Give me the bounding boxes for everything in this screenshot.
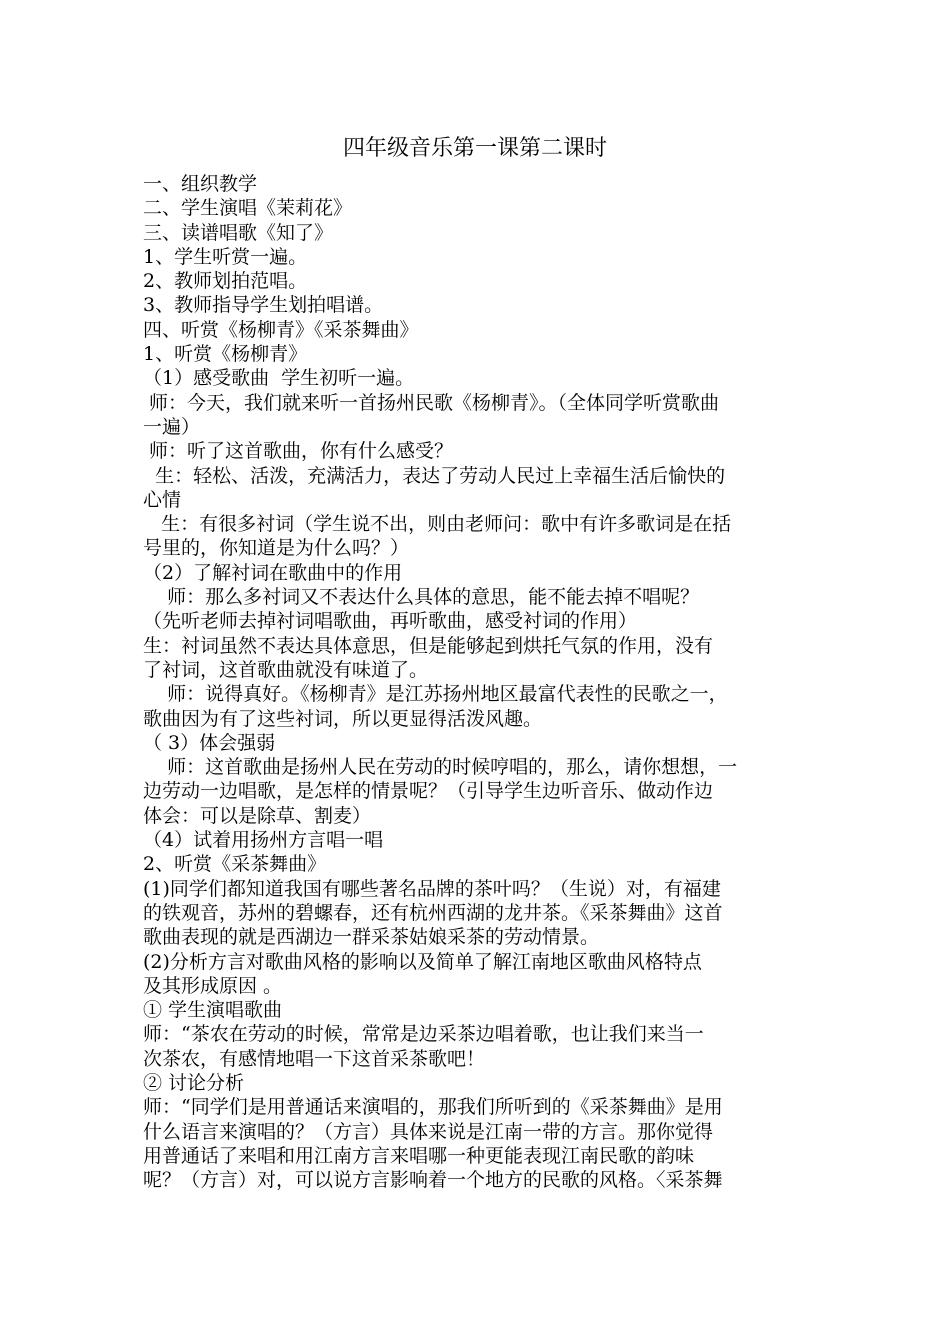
text-line: 号里的，你知道是为什么吗？） — [143, 537, 410, 560]
text-line: 2、听赏《采茶舞曲》 — [143, 853, 327, 876]
text-line: 生：衬词虽然不表达具体意思，但是能够起到烘托气氛的作用，没有 — [143, 634, 714, 657]
text-line: （1）感受歌曲 学生初听一遍。 — [143, 367, 415, 390]
text-line: 什么语言来演唱的？（方言）具体来说是江南一带的方言。那你觉得 — [143, 1120, 714, 1143]
text-line: 师：今天，我们就来听一首扬州民歌《杨柳青》。（全体同学听赏歌曲 — [143, 391, 720, 414]
text-line: （先听老师去掉衬词唱歌曲，再听歌曲，感受衬词的作用） — [143, 610, 638, 633]
text-line: 师：这首歌曲是扬州人民在劳动的时候哼唱的，那么，请你想想，一 — [143, 756, 738, 779]
text-line: 心情 — [143, 488, 182, 511]
text-line: 二、学生演唱《茉莉花》 — [143, 197, 353, 220]
text-line: 用普通话了来唱和用江南方言来唱哪一种更能表现江南民歌的韵味 — [143, 1144, 695, 1167]
text-line: 师：那么多衬词又不表达什么具体的意思，能不能去掉不唱呢？ — [143, 586, 700, 609]
text-line: 次茶农，有感情地唱一下这首采茶歌吧！ — [143, 1047, 486, 1070]
text-line: 了衬词，这首歌曲就没有味道了。 — [143, 658, 429, 681]
text-line: 2、教师划拍范唱。 — [143, 270, 308, 293]
text-line: 的铁观音，苏州的碧螺春，还有杭州西湖的龙井茶。《采茶舞曲》这首 — [143, 901, 723, 924]
text-line: 三、读谱唱歌《知了》 — [143, 221, 334, 244]
text-line: 及其形成原因 。 — [143, 974, 283, 997]
text-line: (2)分析方言对歌曲风格的影响以及简单了解江南地区歌曲风格特点 — [143, 950, 702, 973]
text-line: 师：“茶农在劳动的时候，常常是边采茶边唱着歌，也让我们来当一 — [143, 1023, 704, 1046]
text-line: （2）了解衬词在歌曲中的作用 — [143, 561, 403, 584]
text-line: ① 学生演唱歌曲 — [143, 999, 283, 1022]
text-line: （4）试着用扬州方言唱一唱 — [143, 829, 384, 852]
text-line: 师：说得真好。《杨柳青》是江苏扬州地区最富代表性的民歌之一， — [143, 683, 728, 706]
text-line: 一、组织教学 — [143, 173, 258, 195]
text-line: 生：有很多衬词（学生说不出，则由老师问：歌中有许多歌词是在括 — [143, 513, 732, 536]
text-line: 生：轻松、活泼，充满活力，表达了劳动人民过上幸福生活后愉快的 — [143, 464, 726, 487]
text-line: 1、听赏《杨柳青》 — [143, 343, 308, 366]
text-line: ② 讨论分析 — [143, 1071, 245, 1094]
text-line: 一遍） — [143, 415, 201, 438]
document-title: 四年级音乐第一课第二课时 — [342, 136, 607, 161]
text-line: (1)同学们都知道我国有哪些著名品牌的茶叶吗？（生说）对，有福建 — [143, 877, 721, 900]
text-line: 歌曲因为有了这些衬词，所以更显得活泼风趣。 — [143, 707, 543, 730]
text-line: 四、听赏《杨柳青》《采茶舞曲》 — [143, 318, 419, 341]
document-body — [143, 172, 811, 1192]
text-line: 歌曲表现的就是西湖边一群采茶姑娘采茶的劳动情景。 — [143, 926, 600, 949]
text-line: 1、学生听赏一遍。 — [143, 245, 308, 268]
text-line: （ 3）体会强弱 — [143, 731, 276, 754]
text-line: 3、教师指导学生划拍唱谱。 — [143, 294, 384, 317]
text-line: 边劳动一边唱歌，是怎样的情景呢？（引导学生边听音乐、做动作边 — [143, 780, 714, 803]
text-line: 师：“同学们是用普通话来演唱的，那我们所听到的《采茶舞曲》是用 — [143, 1096, 723, 1119]
text-line: 体会：可以是除草、割麦） — [143, 804, 372, 827]
text-line: 呢？（方言）对，可以说方言影响着一个地方的民歌的风格。〈采茶舞 — [143, 1169, 723, 1192]
text-line: 师：听了这首歌曲，你有什么感受？ — [143, 440, 454, 463]
